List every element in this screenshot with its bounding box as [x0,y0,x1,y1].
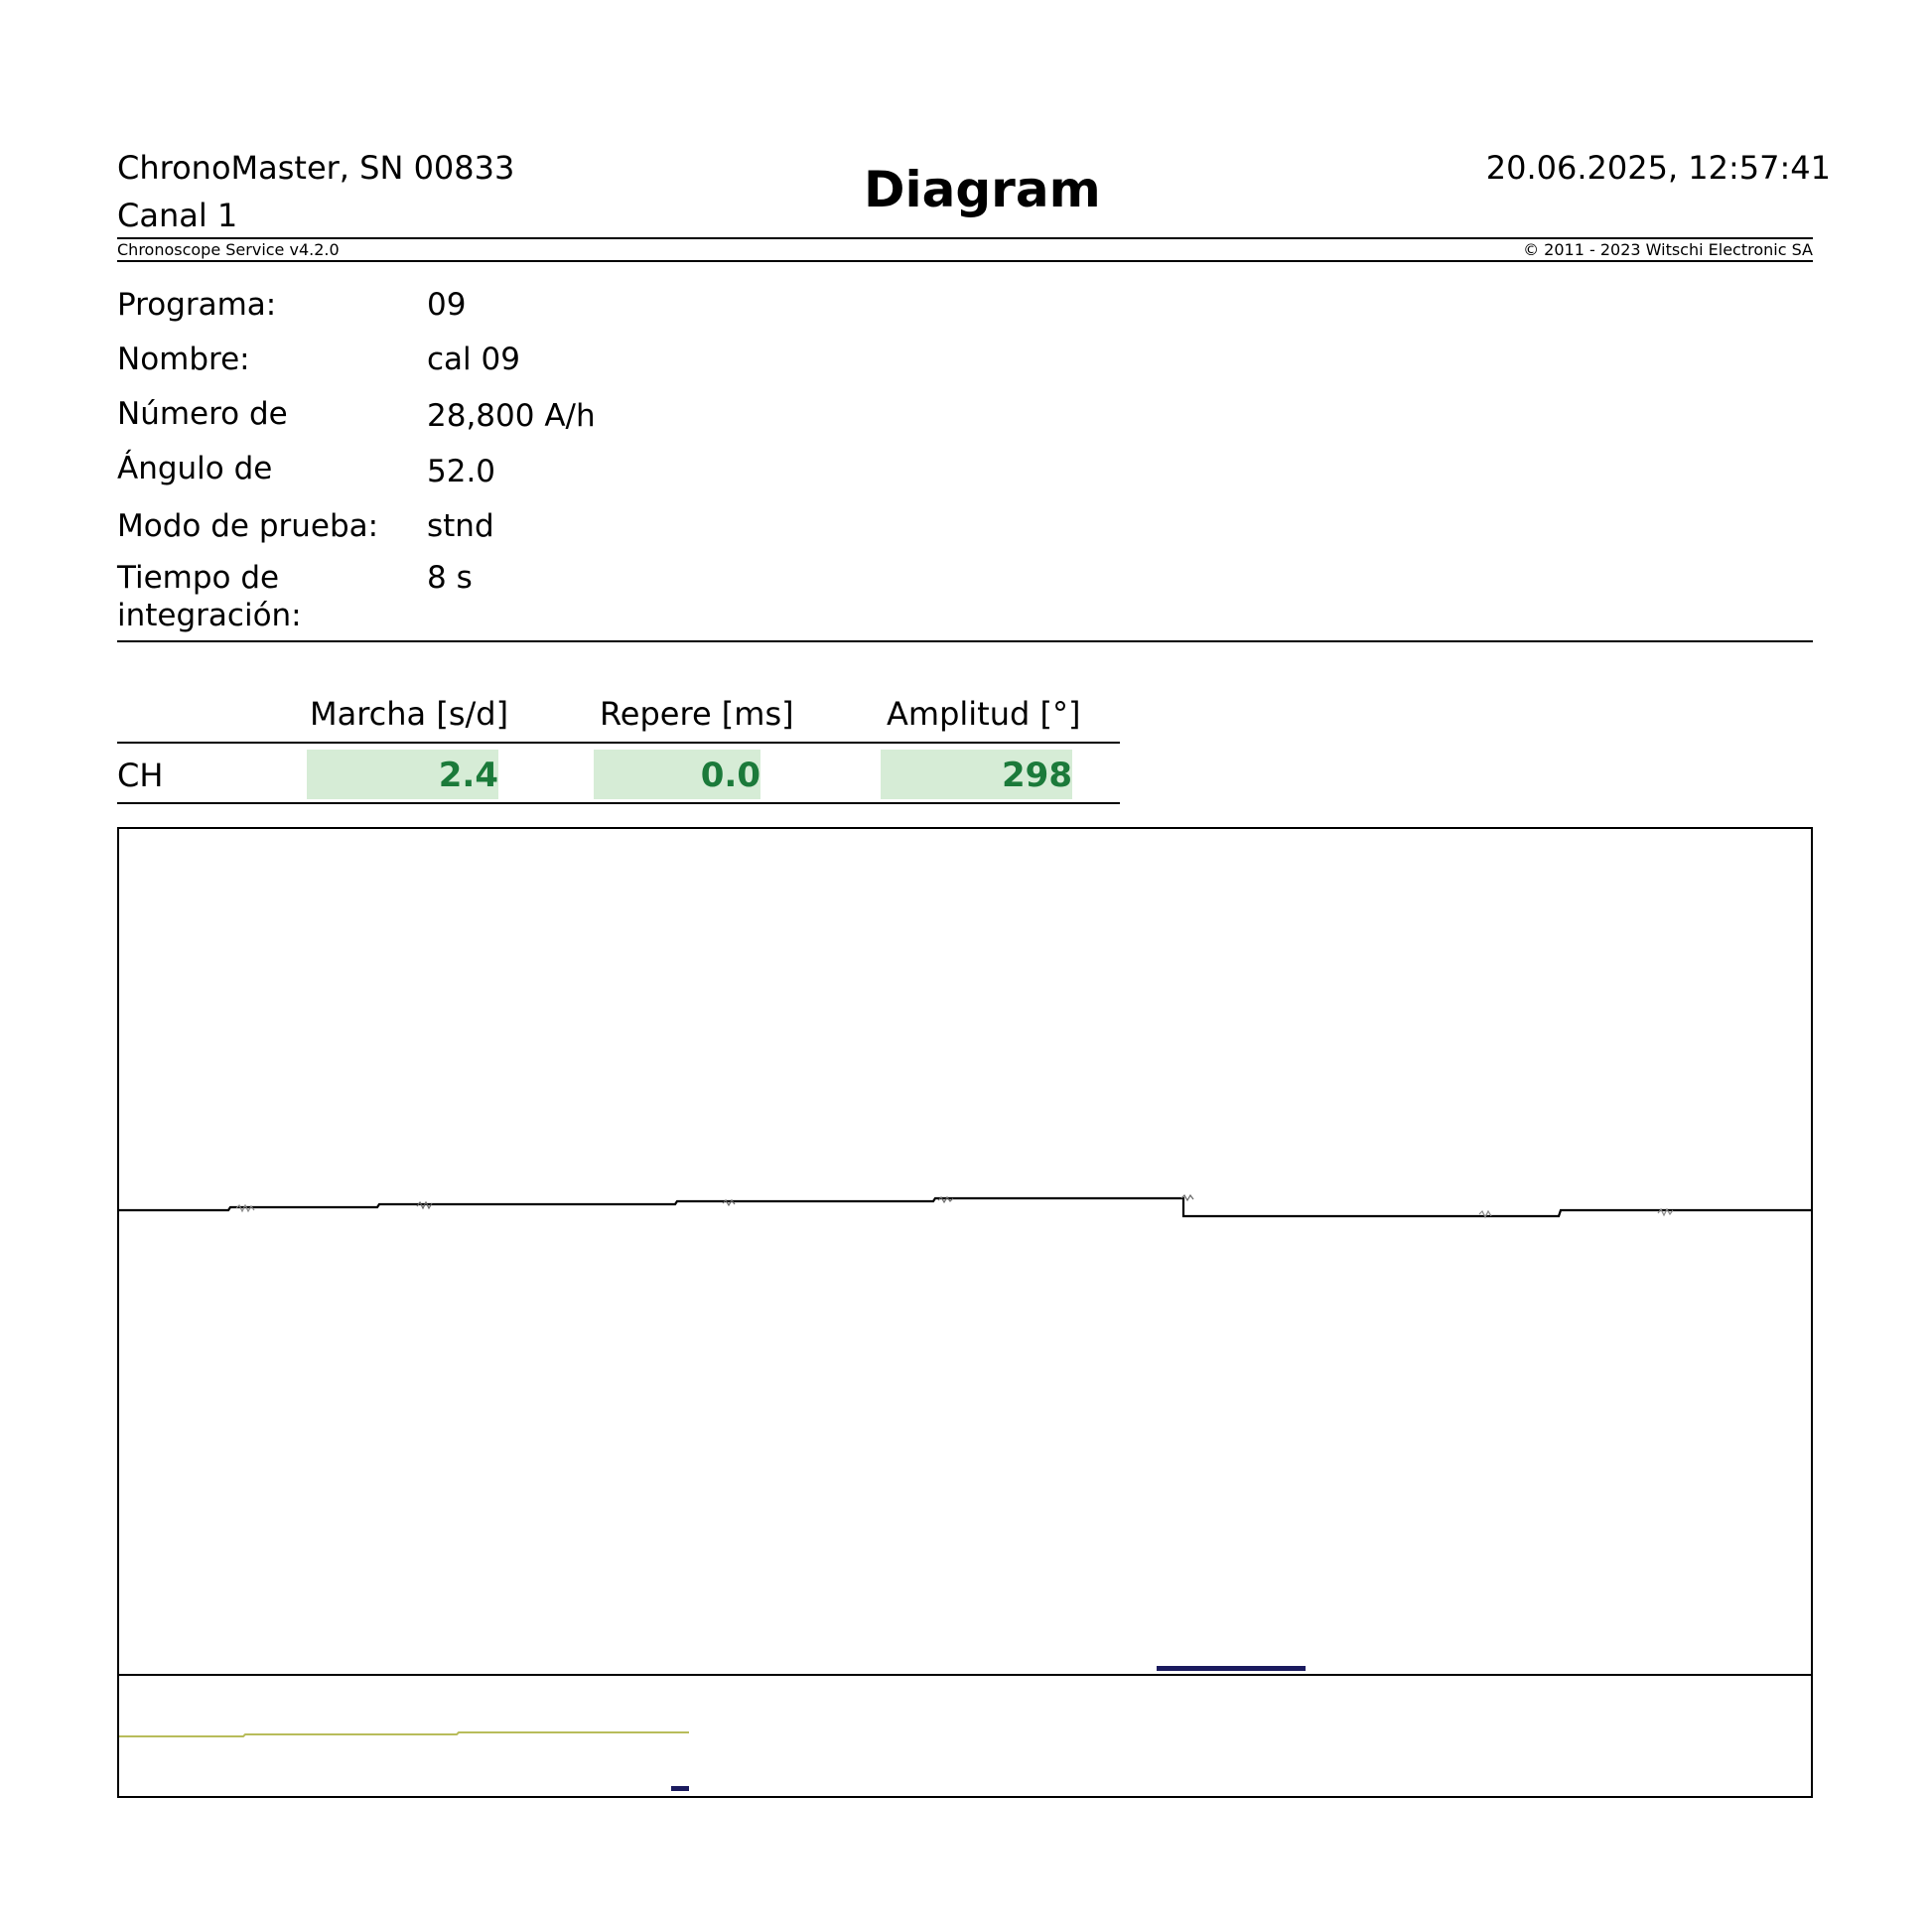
value-cell-amplitud [881,750,1072,799]
param-value-tiempo: 8 s [427,560,473,596]
diagram-plot [119,829,1811,1796]
channel-label: Canal 1 [117,197,238,234]
software-version: Chronoscope Service v4.2.0 [117,240,340,259]
diagram-panel [117,827,1813,1798]
value-marcha: 2.4 [438,756,498,795]
param-value-angulo: 52.0 [427,454,496,489]
col-header-amplitud: Amplitud [°] [887,695,1081,733]
param-value-modo: stnd [427,508,494,544]
params-divider [117,640,1813,642]
marker-upper [1157,1666,1306,1671]
param-label-programa: Programa: [117,287,277,323]
col-header-marcha: Marcha [s/d] [310,695,509,733]
marker-lower [671,1786,689,1791]
table-bottom-divider [117,802,1120,804]
report-datetime: 20.06.2025, 12:57:41 [1485,149,1831,187]
rate-trace [119,1198,1811,1216]
page-title: Diagram [864,161,1101,218]
value-amplitud: 298 [1002,756,1072,795]
header-divider-bottom [117,260,1813,262]
param-label-angulo: Ángulo de [117,451,273,486]
param-value-numero: 28,800 A/h [427,398,596,434]
param-label-nombre: Nombre: [117,342,250,377]
col-header-repere: Repere [ms] [600,695,794,733]
value-cell-marcha [307,750,498,799]
header-divider-top [117,237,1813,239]
row-label-ch: CH [117,757,164,794]
table-header-divider [117,742,1120,744]
param-value-programa: 09 [427,287,467,323]
value-repere: 0.0 [700,756,760,795]
value-cell-repere [594,750,760,799]
amplitude-trace [119,1732,689,1736]
param-label-tiempo: Tiempo de integración: [117,560,302,633]
param-label-modo: Modo de prueba: [117,508,379,544]
param-value-nombre: cal 09 [427,342,520,377]
param-label-numero: Número de [117,396,288,432]
device-name: ChronoMaster, SN 00833 [117,149,515,187]
copyright-text: © 2011 - 2023 Witschi Electronic SA [1523,240,1813,259]
